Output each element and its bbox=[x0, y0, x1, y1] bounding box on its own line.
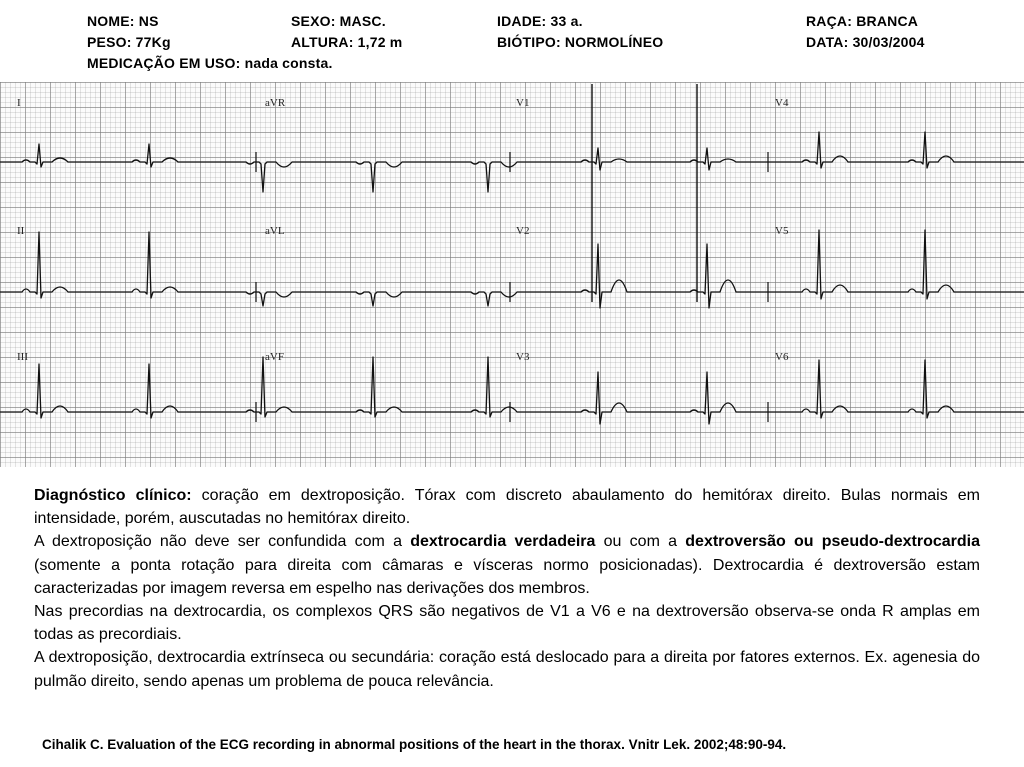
paragraph-diagnosis: Diagnóstico clínico: coração em dextroposição. Tórax com discreto abaulamento do hemitórax direito. Bulas normais em intensidade, porém, auscutadas no hemitórax direito. bbox=[34, 487, 981, 528]
lead-label-i: I bbox=[17, 97, 21, 109]
lead-label-v4: V4 bbox=[775, 97, 789, 109]
lead-label-v2: V2 bbox=[516, 225, 530, 237]
paragraph-differential: A dextroposição não deve ser confundida com a dextrocardia verdadeira ou com a dextroversão ou pseudo-dextrocardia (somente a ponta rotação para direita com câmaras e vísceras normo posicionadas). Dextrocardia é dextroversão estam caracterizadas por imagem reversa em espelho nas derivações dos membros. bbox=[34, 533, 981, 597]
lead-label-ii: II bbox=[17, 225, 25, 237]
ecg-strip bbox=[0, 82, 1024, 467]
lead-label-v6: V6 bbox=[775, 351, 789, 363]
field-sexo: SEXO: MASC. bbox=[291, 13, 386, 29]
citation: Cihalik C. Evaluation of the ECG recording in abnormal positions of the heart in the thorax. Vnitr Lek. 2002;48:90-94. bbox=[42, 737, 787, 752]
lead-label-avf: aVF bbox=[265, 351, 284, 363]
field-nome: NOME: NS bbox=[87, 13, 159, 29]
field-data: DATA: 30/03/2004 bbox=[806, 34, 925, 50]
paragraph-precordial: Nas precordias na dextrocardia, os complexos QRS são negativos de V1 a V6 e na dextroversão observa-se onda R amplas em todas as precordiais. bbox=[34, 603, 980, 644]
diagnosis-text bbox=[34, 484, 980, 693]
patient-header bbox=[0, 0, 1024, 80]
ecg-traces bbox=[0, 82, 1024, 467]
paragraph-dextroposition: A dextroposição, dextrocardia extrínseca ou secundária: coração está deslocado para a direita por fatores externos. Ex. agenesia do pulmão direito, sendo apenas um problema de pouca relevância. bbox=[34, 649, 980, 690]
ecg-trace-row-3 bbox=[0, 357, 1024, 424]
ecg-trace-row-2 bbox=[0, 230, 1024, 308]
lead-label-v1: V1 bbox=[516, 97, 530, 109]
field-raca: RAÇA: BRANCA bbox=[806, 13, 919, 29]
field-peso: PESO: 77Kg bbox=[87, 34, 171, 50]
lead-label-v3: V3 bbox=[516, 351, 530, 363]
lead-label-avr: aVR bbox=[265, 97, 286, 109]
lead-label-iii: III bbox=[17, 351, 28, 363]
field-idade: IDADE: 33 a. bbox=[497, 13, 583, 29]
ecg-trace-row-1 bbox=[0, 132, 1024, 192]
field-medicacao: MEDICAÇÃO EM USO: nada consta. bbox=[87, 55, 333, 71]
field-altura: ALTURA: 1,72 m bbox=[291, 34, 403, 50]
lead-label-v5: V5 bbox=[775, 225, 789, 237]
lead-label-avl: aVL bbox=[265, 225, 285, 237]
field-biotipo: BIÓTIPO: NORMOLÍNEO bbox=[497, 34, 664, 50]
